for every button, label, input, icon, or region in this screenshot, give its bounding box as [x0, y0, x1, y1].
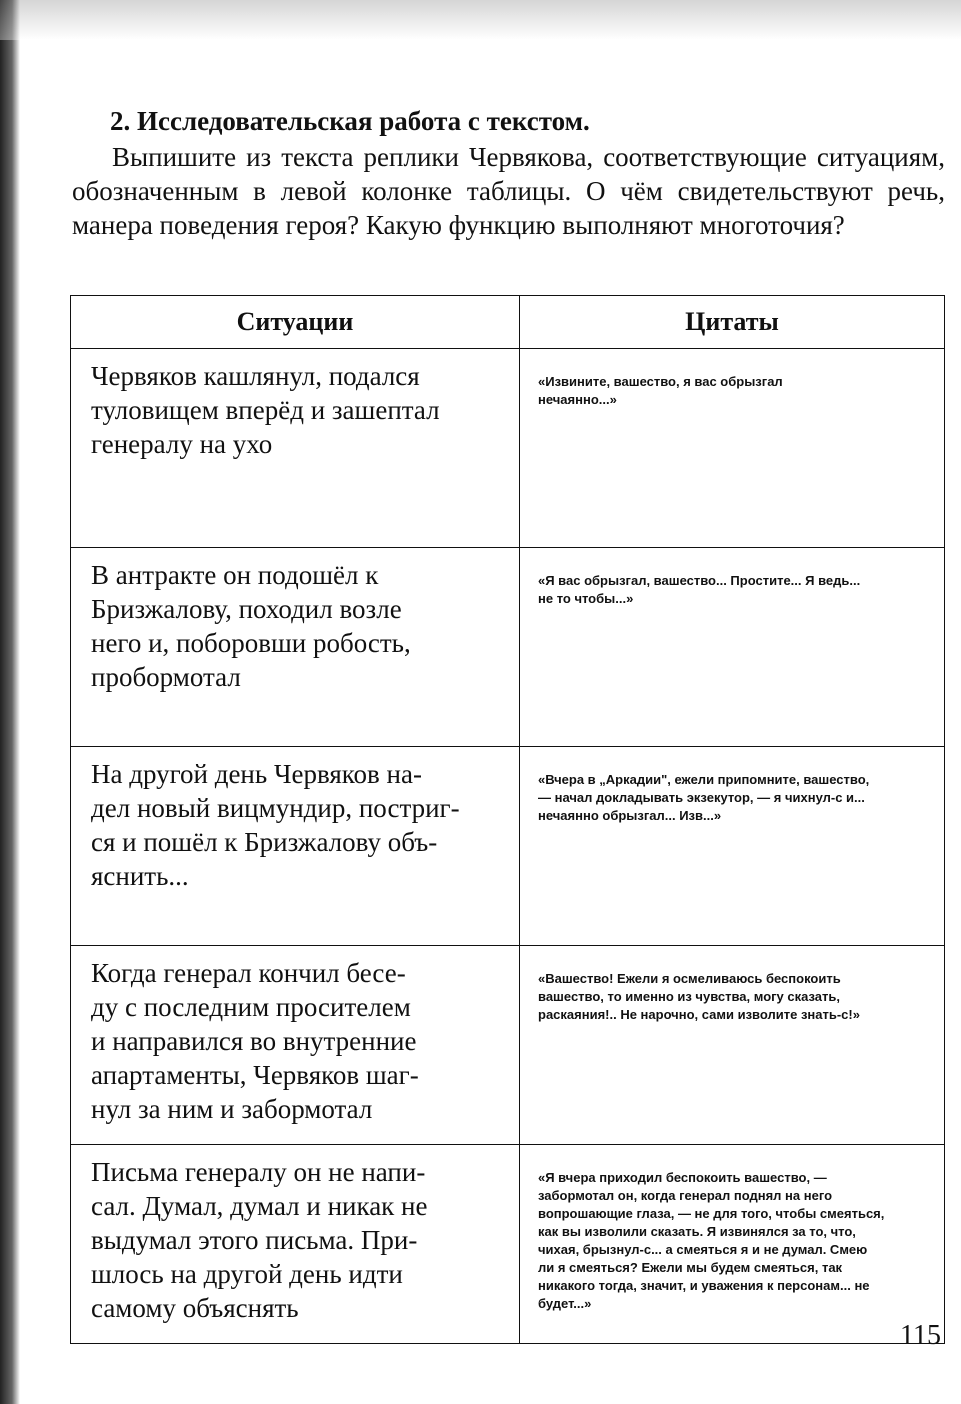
scan-shadow — [0, 0, 961, 40]
situation-cell: На другой день Червяков на- дел новый вицмундир, постриг- ся и пошёл к Бризжалову объ- яснить... — [71, 747, 520, 946]
page-number: 115 — [900, 1320, 941, 1351]
table-row — [71, 548, 945, 747]
header-situations: Ситуации — [71, 296, 520, 349]
situation-cell: Червяков кашлянул, подался туловищем вперёд и зашептал генералу на ухо — [71, 349, 520, 548]
situation-cell: Письма генералу он не напи- сал. Думал, думал и никак не выдумал этого письма. При- шлось на другой день идти самому объяснять — [71, 1145, 520, 1344]
quote-cell: «Я вчера приходил беспокоить вашество, — забормотал он, когда генерал поднял на него вопрошающие глаза, — не для того, чтобы смеяться, как вы изволили сказать. Я извинялся за то, что, чихая, брызнул-с... а смеяться я и не думал. Смею ли я смеяться? Ежели мы будем смеяться, так никакого тогда, значит, и уважения к персонам... не будет...» — [520, 1145, 945, 1344]
situation-cell: В антракте он подошёл к Бризжалову, походил возле него и, поборовши робость, пробормотал — [71, 548, 520, 747]
book-spine-shadow — [0, 0, 20, 1404]
table-row — [71, 946, 945, 1145]
table-row — [71, 349, 945, 548]
quote-cell: «Вчера в „Аркадии", ежели припомните, вашество, — начал докладывать экзекутор, — я чихнул-с и... нечаянно обрызгал... Изв...» — [520, 747, 945, 946]
quote-cell: «Вашество! Ежели я осмеливаюсь беспокоить вашество, то именно из чувства, могу сказать, раскаяния!.. Не нарочно, сами изволите знать-с!» — [520, 946, 945, 1145]
table-row — [71, 747, 945, 946]
quotes-table — [70, 295, 945, 1344]
table-header-row — [71, 296, 945, 349]
quote-cell: «Я вас обрызгал, вашество... Простите... Я ведь... не то чтобы...» — [520, 548, 945, 747]
quote-cell: «Извините, вашество, я вас обрызгал нечаянно...» — [520, 349, 945, 548]
table-row — [71, 1145, 945, 1344]
task-instructions: Выпишите из текста реплики Червякова, соответствующие ситуациям, обозначенным в левой колонке таблицы. О чём свидетельствуют речь, манера поведения героя? Какую функцию выполняют многоточия? — [72, 142, 945, 240]
header-quotes: Цитаты — [520, 296, 945, 349]
task-title: 2. Исследовательская работа с текстом. — [110, 106, 590, 136]
situation-cell: Когда генерал кончил бесе- ду с последним просителем и направился во внутренние апартаменты, Червяков шаг- нул за ним и забормотал — [71, 946, 520, 1145]
